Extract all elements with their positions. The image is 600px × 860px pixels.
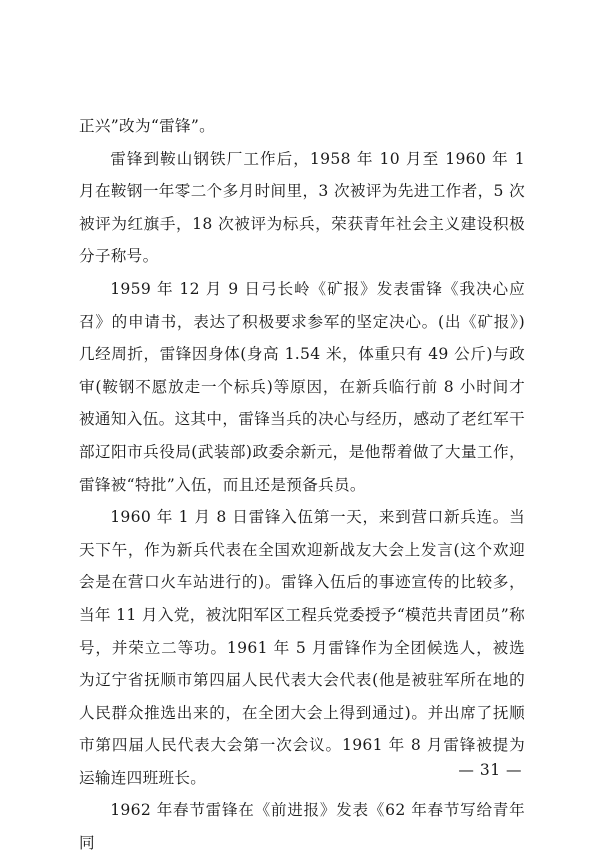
page-number: — 31 — xyxy=(458,761,522,779)
paragraph-anshan-steel: 雷锋到鞍山钢铁厂工作后，1958 年 10 月至 1960 年 1 月在鞍钢一年零二个多月时间里，3 次被评为先进工作者，5 次被评为红旗手，18 次被评为标兵，荣获青年社会主义建设积极分子称号。 xyxy=(79,149,525,266)
paragraph-first-day-in-army: 1960 年 1 月 8 日雷锋入伍第一天，来到营口新兵连。当天下午，作为新兵代表在全国欢迎新战友大会上发言(这个欢迎会是在营口火车站进行的)。雷锋入伍后的事迹宣传的比较多，当年 11 月入党，被沈阳军区工程兵党委授予“模范共青团员”称号，并荣立二等功。1961 年 5 月雷锋作为全团候选人，被选为辽宁省抚顺市第四届人民代表大会代表(他是被驻军所在地的人民群众推选出来的，在全团大会上得到通过)。并出席了抚顺市第四届人民代表大会第一次会议。1961 年 8 月雷锋被提为运输连四班班长。 xyxy=(79,508,525,787)
paragraph-enlistment-application: 1959 年 12 月 9 日弓长岭《矿报》发表雷锋《我决心应召》的申请书，表达了积极要求参军的坚定决心。(出《矿报》) 几经周折，雷锋因身体(身高 1.54 米，体重只有 49 公斤)与政审(鞍钢不愿放走一个标兵)等原因，在新兵临行前 8 小时间才被通知入伍。这其中，雷锋当兵的决心与经历，感动了老红军干部辽阳市兵役局(武装部)政委余新元，是他帮着做了大量工作，雷锋被“特批”入伍，而且还是预备兵员。 xyxy=(79,279,525,494)
paragraph-spring-festival: 1962 年春节雷锋在《前进报》发表《62 年春节写给青年同 xyxy=(79,801,525,853)
body-text xyxy=(79,110,525,860)
paragraph-continuation: 正兴”改为“雷锋”。 xyxy=(79,117,216,135)
